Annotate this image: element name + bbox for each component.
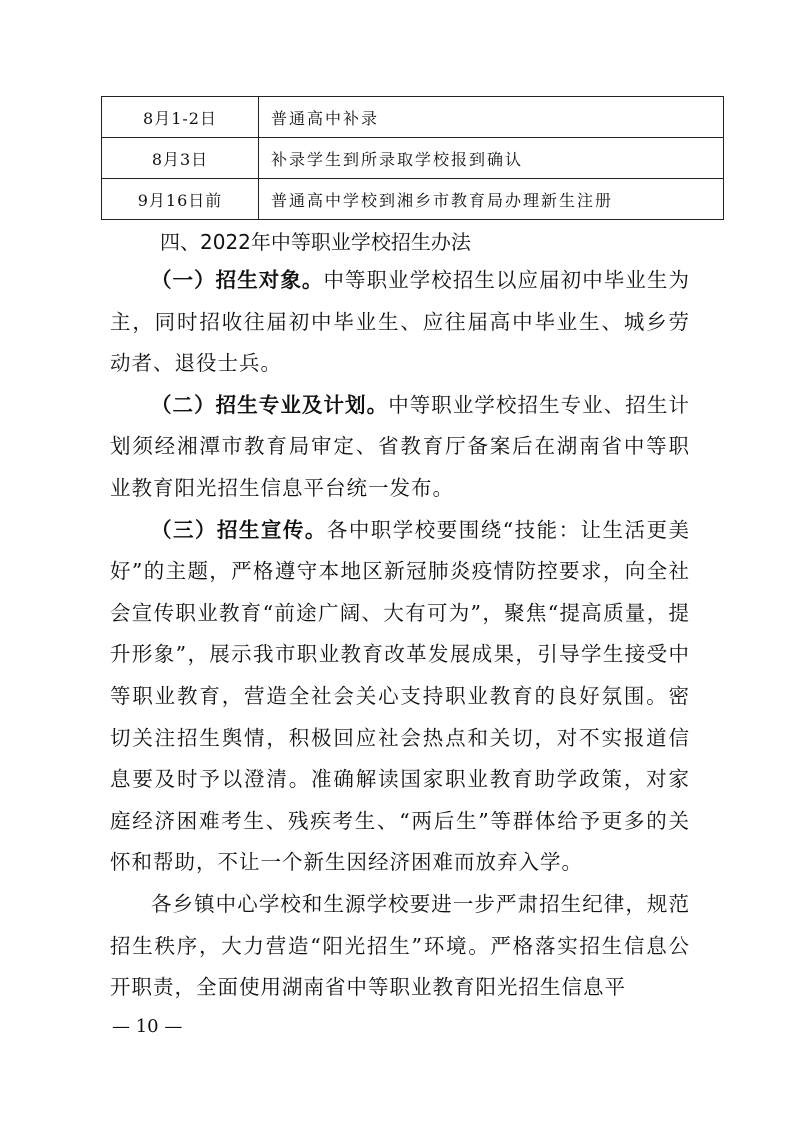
schedule-table xyxy=(101,96,724,220)
paragraph-text: 中等职业学校招生专业、招生计划须经湘潭市教育局审定、省教育厅备案后在湖南省中等职业教育阳光招生信息平台统一发布。 xyxy=(110,392,690,500)
date-cell: 8月3日 xyxy=(102,138,259,179)
table-row xyxy=(102,179,724,220)
date-cell: 9月16日前 xyxy=(102,179,259,220)
table-row xyxy=(102,138,724,179)
desc-cell: 补录学生到所录取学校报到确认 xyxy=(259,138,724,179)
paragraph-lead: （二）招生专业及计划。 xyxy=(151,392,389,417)
paragraph-lead: （三）招生宣传。 xyxy=(151,517,327,542)
body-text xyxy=(110,260,690,1009)
paragraph-text: 各乡镇中心学校和生源学校要进一步严肃招生纪律，规范招生秩序，大力营造“阳光招生”环境。严格落实招生信息公开职责，全面使用湖南省中等职业教育阳光招生信息平 xyxy=(110,891,690,1000)
paragraph xyxy=(110,260,690,385)
paragraph-text: 各中职学校要围绕“技能：让生活更美好”的主题，严格遵守本地区新冠肺炎疫情防控要求，向全社会宣传职业教育“前途广阔、大有可为”，聚焦“提高质量，提升形象”，展示我市职业教育改革发展成果，引导学生接受中等职业教育，营造全社会关心支持职业教育的良好氛围。密切关注招生舆情，积极回应社会热点和关切，对不实报道信息要及时予以澄清。准确解读国家职业教育助学政策，对家庭经济困难考生、残疾考生、“两后生”等群体给予更多的关怀和帮助，不让一个新生因经济困难而放弃入学。 xyxy=(110,517,691,875)
paragraph xyxy=(110,385,690,510)
date-cell: 8月1-2日 xyxy=(102,97,259,138)
paragraph-lead: （一）招生对象。 xyxy=(151,268,324,292)
paragraph xyxy=(110,884,690,1009)
page-number: — 10 — xyxy=(112,1015,183,1037)
table-row xyxy=(102,97,724,138)
paragraph xyxy=(110,510,690,884)
desc-cell: 普通高中补录 xyxy=(259,97,724,138)
section-heading: 四、2022年中等职业学校招生办法 xyxy=(160,230,471,254)
paragraph-text: 中等职业学校招生以应届初中毕业生为主，同时招收往届初中毕业生、应往届高中毕业生、城乡劳动者、退役士兵。 xyxy=(110,268,690,376)
desc-cell: 普通高中学校到湘乡市教育局办理新生注册 xyxy=(259,179,724,220)
